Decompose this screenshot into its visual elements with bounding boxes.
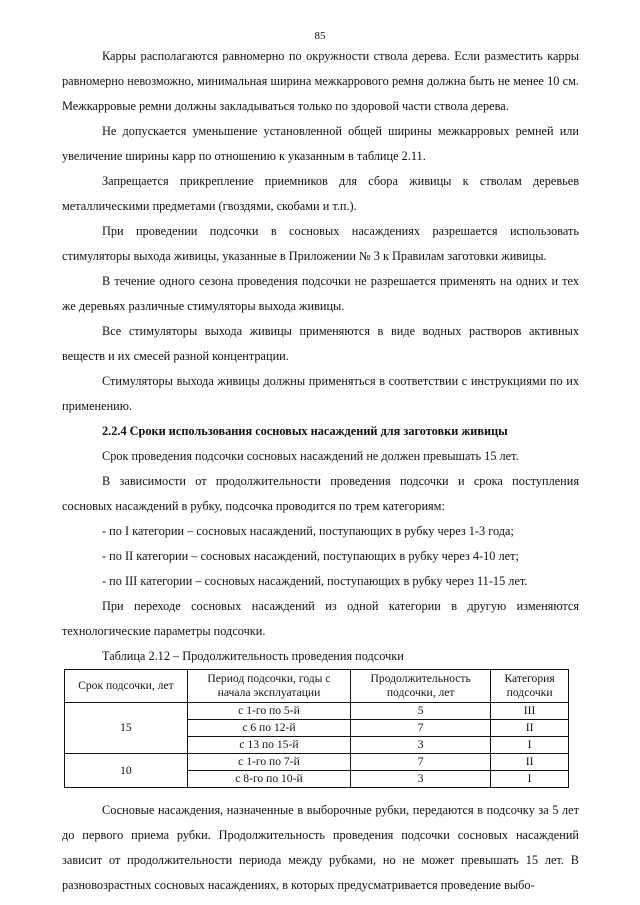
list-item: - по III категории – сосновых насаждений, поступающих в рубку через 11-15 лет.	[102, 574, 528, 588]
paragraph: Сосновые насаждения, назначенные в выборочные рубки, передаются в подсочку за 5 лет до первого приема рубки. Продолжительность проведения подсочки сосновых насаждений зависит от продолжительности периода между рубками, но не может превышать 15 лет. В разновозрастных сосновых насаждениях, в которых предусматривается проведение выбо-	[62, 803, 579, 892]
column-header: Категория подсочки	[491, 670, 569, 703]
table-row	[65, 754, 569, 771]
table-cell-period: с 13 по 15-й	[187, 737, 350, 754]
table-cell-duration: 7	[351, 754, 491, 771]
table-cell-category: III	[491, 703, 569, 720]
table-caption: Таблица 2.12 – Продолжительность проведения подсочки	[102, 649, 404, 663]
table-cell-category: I	[491, 771, 569, 788]
section-heading: 2.2.4 Сроки использования сосновых насаждений для заготовки живицы	[102, 424, 508, 438]
table-cell-duration: 3	[351, 771, 491, 788]
table-cell-duration: 7	[351, 720, 491, 737]
table-cell-duration: 5	[351, 703, 491, 720]
paragraph: В зависимости от продолжительности проведения подсочки и срока поступления сосновых насаждений в рубку, подсочка проводится по трем категориям:	[62, 474, 579, 513]
table-cell-term: 15	[65, 703, 188, 754]
table-cell-period: с 1-го по 7-й	[187, 754, 350, 771]
list-item: - по I категории – сосновых насаждений, поступающих в рубку через 1-3 года;	[102, 524, 514, 538]
table-cell-category: I	[491, 737, 569, 754]
page-number: 85	[314, 30, 326, 42]
table-cell-term: 10	[65, 754, 188, 788]
page-content	[62, 44, 579, 898]
paragraph: При проведении подсочки в сосновых насаждениях разрешается использовать стимуляторы выхода живицы, указанные в Приложении № 3 к Правилам заготовки живицы.	[62, 224, 579, 263]
table-cell-period: с 1-го по 5-й	[187, 703, 350, 720]
column-header: Срок подсочки, лет	[65, 670, 188, 703]
paragraph: При переходе сосновых насаждений из одной категории в другую изменяются технологические параметры подсочки.	[62, 599, 579, 638]
column-header: Период подсочки, годы с начала эксплуатации	[187, 670, 350, 703]
table-cell-category: II	[491, 754, 569, 771]
paragraph: Карры располагаются равномерно по окружности ствола дерева. Если разместить карры равномерно невозможно, минимальная ширина межкаррового ремня должна быть не менее 10 см. Межкарровые ремни должны закладываться только по здоровой части ствола дерева.	[62, 49, 579, 113]
table-cell-period: с 8-го по 10-й	[187, 771, 350, 788]
column-header: Продолжительность подсочки, лет	[351, 670, 491, 703]
paragraph: Запрещается прикрепление приемников для сбора живицы к стволам деревьев металлическими предметами (гвоздями, скобами и т.п.).	[62, 174, 579, 213]
paragraph: Не допускается уменьшение установленной общей ширины межкарровых ремней или увеличение ширины карр по отношению к указанным в таблице 2.11.	[62, 124, 579, 163]
table-cell-period: с 6 по 12-й	[187, 720, 350, 737]
table-cell-category: II	[491, 720, 569, 737]
table-row	[65, 703, 569, 720]
table-cell-duration: 3	[351, 737, 491, 754]
paragraph: Стимуляторы выхода живицы должны применяться в соответствии с инструкциями по их применению.	[62, 374, 579, 413]
duration-table	[64, 669, 569, 788]
list-item: - по II категории – сосновых насаждений, поступающих в рубку через 4-10 лет;	[102, 549, 519, 563]
table-header-row	[65, 670, 569, 703]
paragraph: Срок проведения подсочки сосновых насаждений не должен превышать 15 лет.	[102, 449, 519, 463]
paragraph: Все стимуляторы выхода живицы применяются в виде водных растворов активных веществ и их смесей разной концентрации.	[62, 324, 579, 363]
paragraph: В течение одного сезона проведения подсочки не разрешается применять на одних и тех же деревьях различные стимуляторы выхода живицы.	[62, 274, 579, 313]
